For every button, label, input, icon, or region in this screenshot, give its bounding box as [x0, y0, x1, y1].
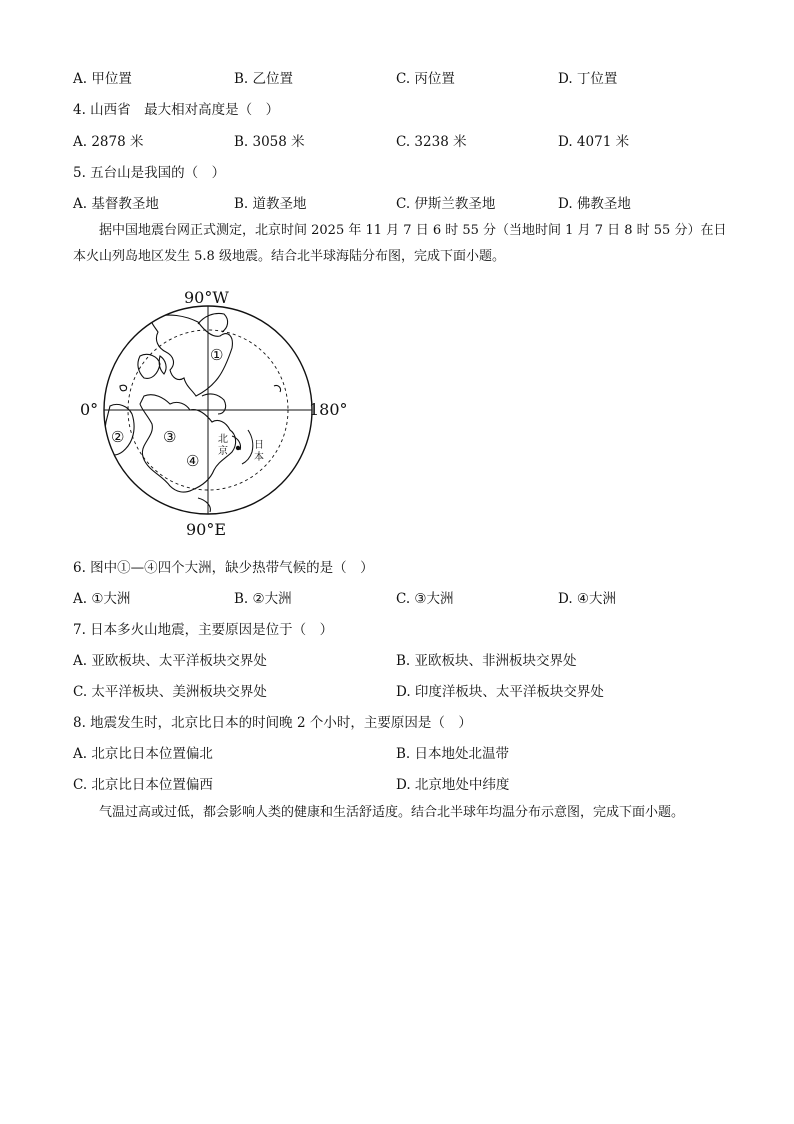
passage-earthquake-line2: 本火山列岛地区发生 5.8 级地震。结合北半球海陆分布图，完成下面小题。: [73, 249, 505, 264]
q7-stem: 7. 日本多火山地震，主要原因是位于（ ）: [73, 622, 334, 638]
label-180-degrees: 180°: [309, 400, 348, 419]
q7-options-row1: [73, 649, 773, 669]
marker-continent-4: ④: [186, 452, 200, 470]
q7-option-c: C. 太平洋板块、美洲板块交界处: [73, 684, 267, 700]
q6-option-c: C. ③大洲: [396, 591, 454, 607]
q5-option-d: D. 佛教圣地: [558, 196, 631, 212]
q7-option-d: D. 印度洋板块、太平洋板块交界处: [396, 684, 604, 700]
passage-earthquake: [73, 218, 733, 270]
q4-option-c: C. 3238 米: [396, 134, 467, 150]
q3-option-c: C. 丙位置: [396, 71, 455, 87]
label-0-degrees: 0°: [80, 400, 99, 419]
q6-option-d: D. ④大洲: [558, 591, 617, 607]
marker-continent-3: ③: [163, 428, 177, 446]
label-beijing-char1: 北: [218, 434, 228, 445]
q6-option-a: A. ①大洲: [73, 591, 131, 607]
q8-option-c: C. 北京比日本位置偏西: [73, 777, 213, 793]
q8-option-b: B. 日本地处北温带: [396, 746, 510, 762]
passage-temperature-line1: 气温过高或过低，都会影响人类的健康和生活舒适度。结合北半球年均温分布示意图，完成下面小题。: [99, 805, 685, 820]
q8-options-row2: [73, 773, 773, 793]
q8-stem: 8. 地震发生时，北京比日本的时间晚 2 个小时，主要原因是（ ）: [73, 715, 472, 731]
q8-option-a: A. 北京比日本位置偏北: [73, 746, 213, 762]
q4-options: [73, 130, 773, 150]
label-japan-char2: 本: [254, 452, 264, 463]
q8-option-d: D. 北京地处中纬度: [396, 777, 510, 793]
q5-options: [73, 192, 773, 212]
label-beijing: [218, 434, 228, 458]
q5-option-a: A. 基督教圣地: [73, 196, 159, 212]
northern-hemisphere-map: [78, 286, 368, 542]
q3-options: [73, 67, 773, 87]
q5-stem: 5. 五台山是我国的（ ）: [73, 165, 226, 181]
q3-option-d: D. 丁位置: [558, 71, 618, 87]
label-90w: 90°W: [184, 288, 229, 307]
q3-option-b: B. 乙位置: [234, 71, 294, 87]
label-japan: [254, 440, 264, 464]
q7-option-a: A. 亚欧板块、太平洋板块交界处: [73, 653, 267, 669]
passage-earthquake-line1: 据中国地震台网正式测定，北京时间 2025 年 11 月 7 日 6 时 55 分（当地时间 1 月 7 日 8 时 55 分）在日: [99, 223, 727, 238]
q5-option-c: C. 伊斯兰教圣地: [396, 196, 496, 212]
q4-option-d: D. 4071 米: [558, 134, 630, 150]
q4-stem: 4. 山西省 最大相对高度是（ ）: [73, 102, 280, 118]
q7-option-b: B. 亚欧板块、非洲板块交界处: [396, 653, 577, 669]
passage-temperature: [73, 800, 733, 826]
q8-options-row1: [73, 742, 773, 762]
q6-stem: 6. 图中①—④四个大洲，缺少热带气候的是（ ）: [73, 560, 374, 576]
q6-options: [73, 587, 773, 607]
beijing-dot: [236, 446, 240, 450]
q6-option-b: B. ②大洲: [234, 591, 292, 607]
label-japan-char1: 日: [254, 440, 264, 451]
marker-continent-1: ①: [210, 346, 224, 364]
label-beijing-char2: 京: [218, 446, 228, 457]
q3-option-a: A. 甲位置: [73, 71, 132, 87]
q7-options-row2: [73, 680, 773, 700]
label-90e: 90°E: [186, 520, 227, 539]
q4-option-b: B. 3058 米: [234, 134, 305, 150]
q5-option-b: B. 道教圣地: [234, 196, 307, 212]
marker-continent-2: ②: [111, 428, 125, 446]
continent-greenland: [138, 354, 160, 378]
q4-option-a: A. 2878 米: [73, 134, 144, 150]
continent-japan: [242, 430, 253, 464]
